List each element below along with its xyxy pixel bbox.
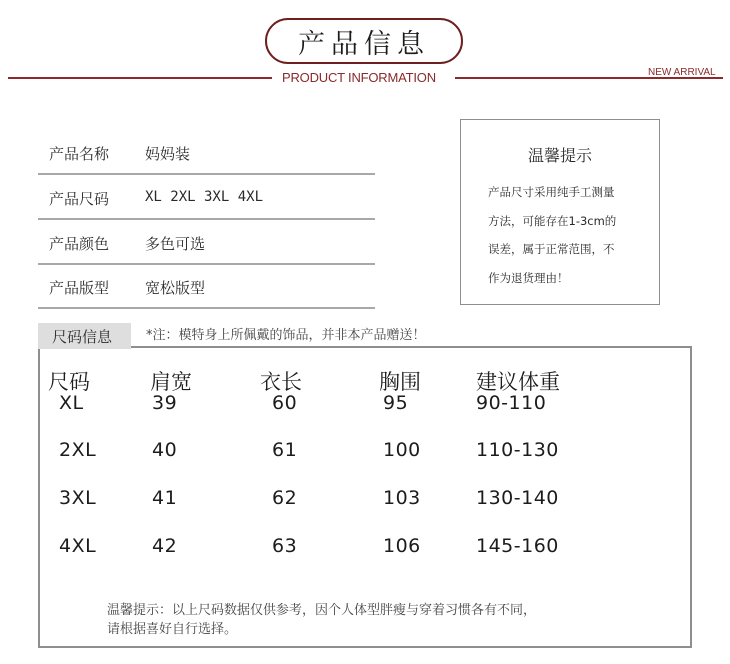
info-row-name xyxy=(38,130,375,175)
size-cell: 62 xyxy=(272,487,298,509)
footer-note-line: 温馨提示：以上尺码数据仅供参考，因个人体型胖瘦与穿着习惯各有不同， xyxy=(107,603,537,618)
tips-line: 误差，属于正常范围，不 xyxy=(488,242,615,256)
size-cell: 106 xyxy=(383,535,421,557)
tips-title: 温馨提示 xyxy=(527,146,592,165)
size-header-shoulder: 肩宽 xyxy=(150,370,192,394)
size-cell: 42 xyxy=(152,535,178,557)
size-cell: 100 xyxy=(383,439,421,461)
size-cell: XL xyxy=(59,392,84,414)
size-cell: 110-130 xyxy=(476,439,559,461)
footer-note-line: 请根据喜好自行选择。 xyxy=(107,622,238,637)
new-arrival-tag: NEW ARRIVAL xyxy=(648,67,716,78)
size-cell: 40 xyxy=(152,439,178,461)
size-chart-tab: 尺码信息 xyxy=(38,323,131,349)
size-header-size: 尺码 xyxy=(48,370,90,394)
tips-line: 产品尺寸采用纯手工测量 xyxy=(488,185,615,199)
size-header-weight: 建议体重 xyxy=(476,370,560,394)
page-subtitle: PRODUCT INFORMATION xyxy=(282,70,436,85)
size-cell: 2XL xyxy=(59,439,97,461)
size-cell: 39 xyxy=(152,392,178,414)
info-label: 产品版型 xyxy=(49,279,110,297)
size-cell: 41 xyxy=(152,487,178,509)
size-cell: 90-110 xyxy=(476,392,547,414)
tips-line: 方法，可能存在1-3cm的 xyxy=(488,213,617,228)
size-cell: 4XL xyxy=(59,535,97,557)
info-row-color xyxy=(38,220,375,265)
size-cell: 63 xyxy=(272,535,298,557)
info-row-size xyxy=(38,175,375,220)
size-header-length: 衣长 xyxy=(260,370,302,394)
info-label: 产品尺码 xyxy=(49,190,110,208)
page-title: 产品信息 xyxy=(265,18,463,64)
tips-text xyxy=(488,178,648,292)
size-chart-footer-note xyxy=(107,601,627,639)
tips-line: 作为退货理由！ xyxy=(488,270,569,285)
info-label: 产品颜色 xyxy=(49,235,110,253)
tips-box xyxy=(460,119,660,305)
size-cell: 103 xyxy=(383,487,421,509)
size-cell: 3XL xyxy=(59,487,97,509)
info-label: 产品名称 xyxy=(49,145,110,163)
info-value: 宽松版型 xyxy=(145,279,206,297)
size-cell: 145-160 xyxy=(476,535,559,557)
size-cell: 130-140 xyxy=(476,487,559,509)
info-value: 妈妈装 xyxy=(145,145,191,163)
size-header-bust: 胸围 xyxy=(379,370,421,394)
size-chart-note: *注：模特身上所佩戴的饰品，并非本产品赠送！ xyxy=(146,328,426,343)
header-rule-left xyxy=(8,77,272,79)
info-value: 多色可选 xyxy=(145,235,206,253)
size-cell: 95 xyxy=(383,392,409,414)
size-cell: 61 xyxy=(272,439,298,461)
info-value: XL 2XL 3XL 4XL xyxy=(145,189,264,205)
size-cell: 60 xyxy=(272,392,298,414)
info-row-fit xyxy=(38,264,375,309)
